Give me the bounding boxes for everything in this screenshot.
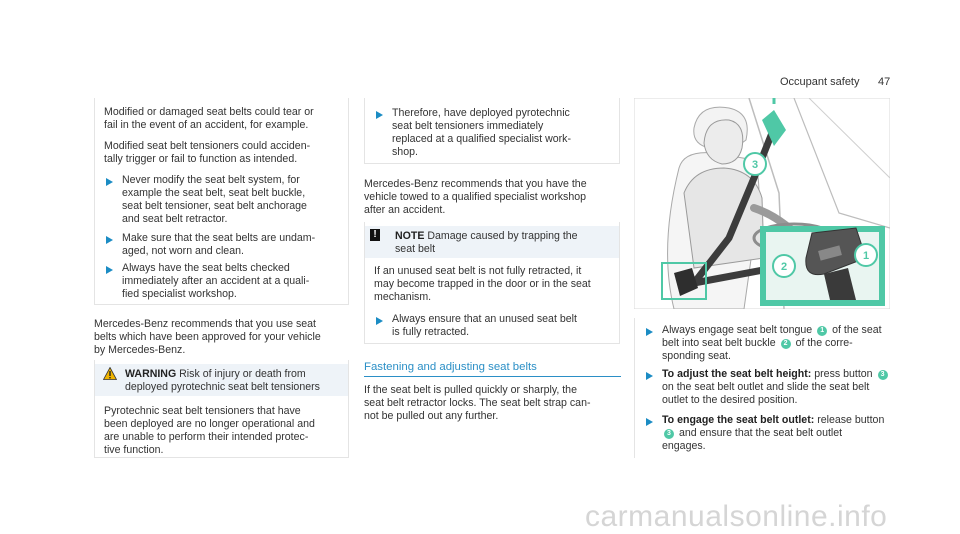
bullet-arrow-icon (646, 328, 653, 336)
step-adjust-height: To adjust the seat belt height: press button 3 on the seat belt outlet and slide the seat belt outlet to the desired position. (662, 368, 891, 407)
bullet-make-sure: Make sure that the seat belts are undam- aged, not worn and clean. (122, 232, 316, 257)
callout-3-label: 3 (751, 159, 759, 171)
section-heading: Fastening and adjusting seat belts (364, 361, 537, 373)
intro-paragraph-1: Modified or damaged seat belts could tear or fail in the event of an accident, for example. (104, 106, 314, 131)
callout-3-inline: 3 (664, 429, 674, 439)
step-engage-outlet: To engage the seat belt outlet: release button 3 and ensure that the seat belt outlet engages. (662, 414, 885, 452)
callout-1-label: 1 (862, 250, 870, 262)
warning-body: Pyrotechnic seat belt tensioners that have been deployed are no longer operational and are unable to perform their intended protec- tive function. (104, 405, 315, 456)
callout-2-inline: 2 (781, 339, 791, 349)
step-engage-tongue: Always engage seat belt tongue 1 of the seat belt into seat belt buckle 2 of the corre- sponding seat. (662, 324, 882, 362)
towing-paragraph: Mercedes-Benz recommends that you have the vehicle towed to a qualified specialist workshop after an accident. (364, 178, 587, 216)
bullet-arrow-icon (646, 372, 653, 380)
note-exclamation-icon: ! (370, 229, 380, 241)
bullet-arrow-icon (646, 418, 653, 426)
section-heading-rule (364, 376, 621, 377)
page-number: 47 (878, 76, 891, 88)
bullet-arrow-icon (106, 178, 113, 186)
bullet-arrow-icon (376, 317, 383, 325)
section-title: Occupant safety (780, 76, 860, 88)
bullet-always-have: Always have the seat belts checked immediately after an accident at a quali- fied specialist workshop. (122, 262, 310, 300)
bullet-arrow-icon (106, 266, 113, 274)
note-title: NOTE Damage caused by trapping the seat belt (395, 230, 578, 255)
note-bullet: Always ensure that an unused seat belt is fully retracted. (392, 313, 577, 338)
note-body: If an unused seat belt is not fully retracted, it may become trapped in the door or in the seat mechanism. (374, 265, 591, 303)
callout-3-inline: 3 (878, 370, 888, 380)
intro-paragraph-2: Modified seat belt tensioners could acciden- tally trigger or fail to function as intended. (104, 140, 311, 165)
seat-belt-illustration (634, 98, 890, 309)
callout-2-label: 2 (780, 261, 788, 273)
warning-triangle-icon (103, 367, 117, 380)
bullet-therefore: Therefore, have deployed pyrotechnic seat belt tensioners immediately replaced at a qualified specialist work- shop. (392, 107, 572, 158)
recommend-paragraph: Mercedes-Benz recommends that you use seat belts which have been approved for your vehicle by Mercedes-Benz. (94, 318, 321, 356)
bullet-arrow-icon (106, 236, 113, 244)
watermark: carmanualsonline.info (585, 500, 888, 533)
section-body: If the seat belt is pulled quickly or sharply, the seat belt retractor locks. The seat belt strap can- not be pulled out any further. (364, 384, 591, 422)
bullet-arrow-icon (376, 111, 383, 119)
note-label: NOTE (395, 230, 425, 242)
warning-label: WARNING (125, 368, 177, 380)
callout-1-inline: 1 (817, 326, 827, 336)
warning-title: WARNING Risk of injury or death from deployed pyrotechnic seat belt tensioners (125, 368, 320, 393)
bullet-never-modify: Never modify the seat belt system, for example the seat belt, seat belt buckle, seat belt tensioner, seat belt anchorage and seat belt retractor. (122, 174, 307, 225)
